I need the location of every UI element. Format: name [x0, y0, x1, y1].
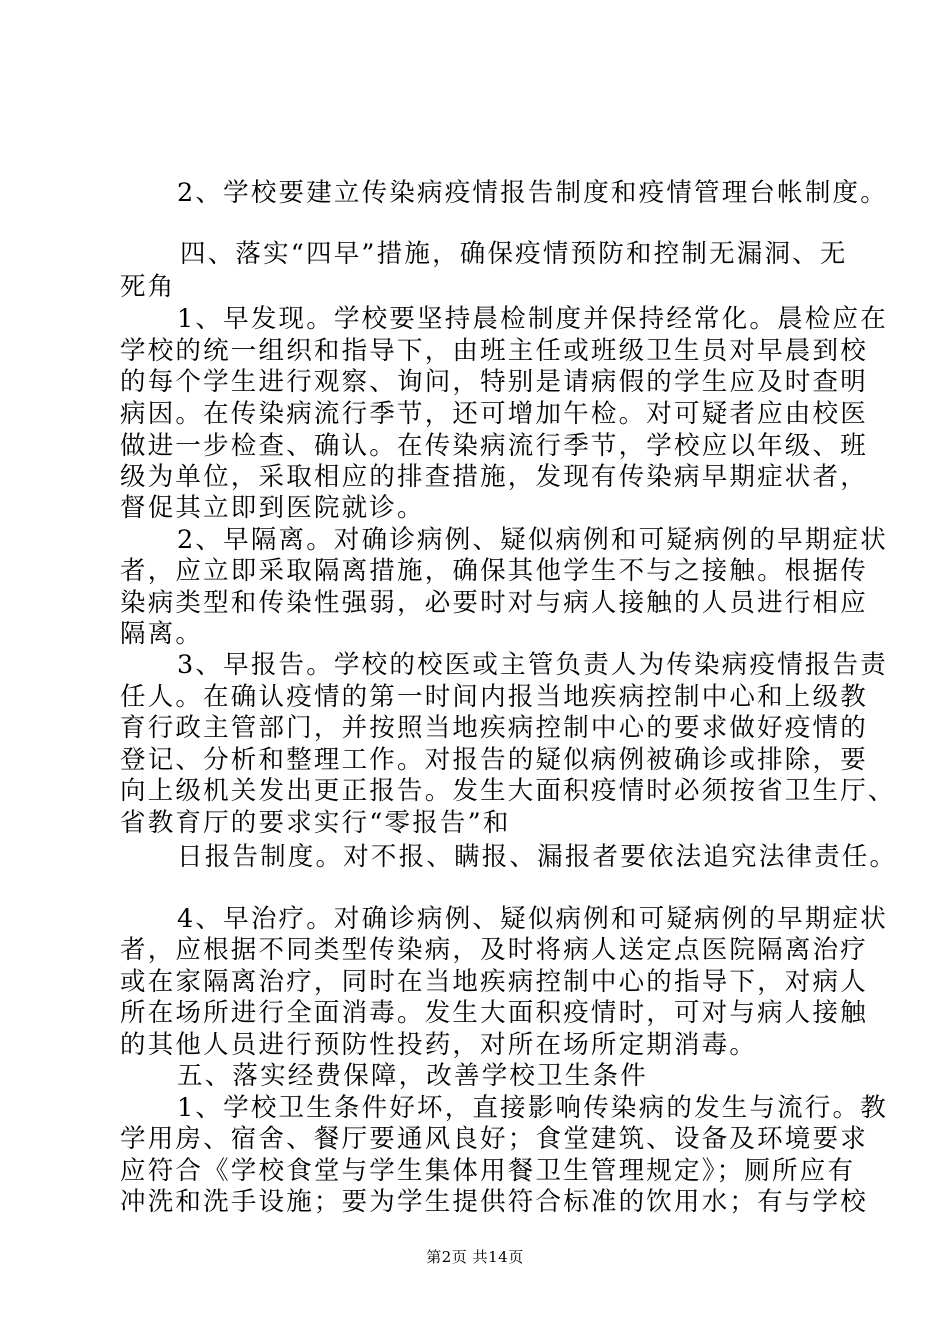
paragraph-line: 3、早报告。学校的校医或主管负责人为传染病疫情报告责 — [177, 650, 888, 680]
paragraph-line: 日报告制度。对不报、瞒报、漏报者要依法追究法律责任。 — [177, 842, 898, 872]
paragraph-line: 应符合《学校食堂与学生集体用餐卫生管理规定》；厕所应有 — [120, 1156, 856, 1186]
paragraph-line: 学校的统一组织和指导下，由班主任或班级卫生员对早晨到校 — [120, 336, 868, 366]
section-heading: 五、落实经费保障，改善学校卫生条件 — [177, 1061, 648, 1091]
section-heading: 四、落实“四早”措施，确保疫情预防和控制无漏洞、无 — [180, 239, 848, 269]
paragraph-line: 病因。在传染病流行季节，还可增加午检。对可疑者应由校医 — [120, 399, 868, 429]
page-number-footer: 第2页 共14页 — [426, 1248, 524, 1266]
paragraph-line: 省教育厅的要求实行“零报告”和 — [120, 808, 511, 838]
paragraph-line: 染病类型和传染性强弱，必要时对与病人接触的人员进行相应 — [120, 588, 868, 618]
paragraph-line: 4、早治疗。对确诊病例、疑似病例和可疑病例的早期症状 — [177, 904, 888, 934]
paragraph-line: 学用房、宿舍、餐厅要通风良好；食堂建筑、设备及环境要求 — [120, 1124, 868, 1154]
paragraph-line: 1、学校卫生条件好坏，直接影响传染病的发生与流行。教 — [177, 1093, 888, 1123]
paragraph-line: 级为单位，采取相应的排查措施，发现有传染病早期症状者， — [120, 462, 868, 492]
paragraph-line: 任人。在确认疫情的第一时间内报当地疾病控制中心和上级教 — [120, 682, 868, 712]
paragraph-line: 向上级机关发出更正报告。发生大面积疫情时必须按省卫生厅、 — [120, 776, 896, 806]
paragraph-line: 登记、分析和整理工作。对报告的疑似病例被确诊或排除，要 — [120, 745, 868, 775]
paragraph-line: 隔离。 — [120, 619, 204, 649]
paragraph-line: 或在家隔离治疗，同时在当地疾病控制中心的指导下，对病人 — [120, 967, 868, 997]
paragraph-line: 的其他人员进行预防性投药，对所在场所定期消毒。 — [120, 1030, 758, 1060]
paragraph-line: 者，应根据不同类型传染病，及时将病人送定点医院隔离治疗 — [120, 935, 868, 965]
paragraph-line: 冲洗和洗手设施；要为学生提供符合标准的饮用水；有与学校 — [120, 1187, 868, 1217]
paragraph-line: 2、早隔离。对确诊病例、疑似病例和可疑病例的早期症状 — [177, 525, 888, 555]
paragraph-line: 2、学校要建立传染病疫情报告制度和疫情管理台帐制度。 — [177, 178, 888, 208]
paragraph-line: 所在场所进行全面消毒。发生大面积疫情时，可对与病人接触 — [120, 998, 868, 1028]
paragraph-line: 做进一步检查、确认。在传染病流行季节，学校应以年级、班 — [120, 431, 868, 461]
section-heading-continued: 死角 — [120, 272, 176, 302]
paragraph-line: 督促其立即到医院就诊。 — [120, 493, 425, 523]
paragraph-line: 1、早发现。学校要坚持晨检制度并保持经常化。晨检应在 — [177, 304, 888, 334]
paragraph-line: 者，应立即采取隔离措施，确保其他学生不与之接触。根据传 — [120, 556, 868, 586]
paragraph-line: 的每个学生进行观察、询问，特别是请病假的学生应及时查明 — [120, 367, 868, 397]
paragraph-line: 育行政主管部门，并按照当地疾病控制中心的要求做好疫情的 — [120, 713, 868, 743]
